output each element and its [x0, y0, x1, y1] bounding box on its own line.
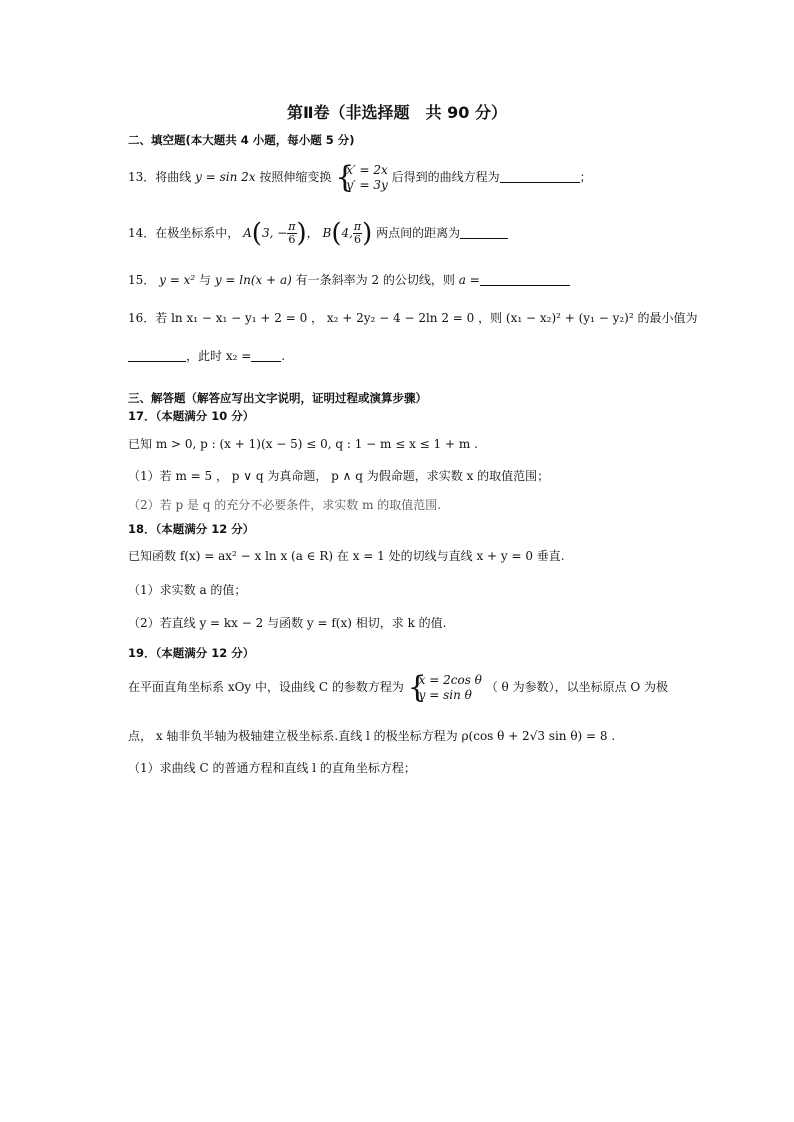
paren-open-icon: ( [331, 218, 342, 249]
q13-prefix: 13．将曲线 [128, 170, 192, 184]
question-14: 14．在极坐标系中， A(3, − $\frac{\pi}{6}$ )， B(4, $\frac{\pi}{6}$ ) 两点间的距离为 [128, 218, 508, 248]
q13-end: ； [579, 170, 592, 184]
q14-point-a-label: A [243, 226, 252, 240]
question-16-line-2 [128, 348, 285, 364]
paper-title: 第Ⅱ卷（非选择题 共 90 分） [287, 103, 507, 122]
q13-mid: 按照伸缩变换 [259, 170, 332, 184]
q15-answer-blank[interactable] [480, 273, 570, 286]
q14-point-a-fraction [287, 221, 296, 246]
question-16-line-1: 16．若 ln x₁ − x₁ − y₁ + 2 = 0 ， x₂ + 2y₂ − 4 − 2ln 2 = 0 ，则 (x₁ − x₂)² + (y₁ − y₂)² 的最小值为 [128, 311, 698, 325]
q18-part-2: （2）若直线 y = kx − 2 与函数 y = f(x) 相切，求 k 的值. [128, 616, 447, 630]
q17-part-1: （1）若 m = 5 ， p ∨ q 为真命题， p ∧ q 为假命题，求实数 x 的取值范围； [128, 469, 550, 483]
q14-prefix: 14．在极坐标系中， [128, 226, 240, 240]
q18-title: 18．（本题满分 12 分） [128, 522, 255, 536]
q15-expr-2: y = ln(x + a) [214, 273, 292, 287]
q17-stem: 已知 m > 0, p : (x + 1)(x − 5) ≤ 0, q : 1 − m ≤ x ≤ 1 + m . [128, 437, 478, 451]
q19-row-1: x = 2cos θ [418, 672, 482, 687]
q16-x2-blank[interactable] [251, 349, 281, 362]
q13-curve: y = sin 2x [195, 170, 256, 184]
six-denominator: 6 [288, 233, 296, 246]
fill-in-heading: 二、填空题(本大题共 4 小题，每小题 5 分) [128, 133, 355, 147]
q13-row-2: y′ = 3y [346, 177, 388, 192]
paren-close-icon: ) [296, 218, 307, 249]
q15-mid-2: 有一条斜率为 2 的公切线，则 [295, 273, 455, 287]
q19-stem-line-1 [128, 670, 668, 704]
q15-expr-1: y = x² [159, 273, 196, 287]
pi-numerator: π [288, 220, 296, 233]
q19-part-1: （1）求曲线 C 的普通方程和直线 l 的直角坐标方程； [128, 761, 416, 775]
paren-open-icon: ( [251, 218, 262, 249]
q14-point-b-first: 4, [341, 226, 353, 240]
answer-section-heading: 三、解答题（解答应写出文字说明，证明过程或演算步骤） [128, 391, 427, 405]
q14-point-b-label: B [322, 226, 332, 240]
q19-title: 19．（本题满分 12 分） [128, 646, 255, 660]
q14-point-a-first: 3, − [261, 226, 288, 240]
question-13 [128, 160, 592, 194]
q19-stem-a: 在平面直角坐标系 xOy 中，设曲线 C 的参数方程为 [128, 680, 404, 694]
q16-line2-end: . [281, 349, 286, 363]
q19-row-2: y = sin θ [418, 687, 472, 702]
left-brace-icon: { [407, 669, 427, 705]
q18-part-1: （1）求实数 a 的值； [128, 583, 247, 597]
q14-point-b-fraction [353, 221, 362, 246]
q14-suffix: 两点间的距离为 [376, 226, 461, 240]
q14-answer-blank[interactable] [460, 226, 508, 239]
q15-prefix: 15． [128, 273, 156, 287]
left-brace-icon: { [335, 159, 355, 195]
q13-transform-system [335, 159, 388, 195]
q17-part-2: （2）若 p 是 q 的充分不必要条件，求实数 m 的取值范围. [128, 498, 442, 512]
q19-stem-b: （ θ 为参数），以坐标原点 O 为极 [485, 680, 669, 694]
six-denominator: 6 [354, 233, 362, 246]
q18-stem: 已知函数 f(x) = ax² − x ln x (a ∈ R) 在 x = 1 处的切线与直线 x + y = 0 垂直. [128, 549, 565, 563]
q16-min-blank[interactable] [128, 349, 186, 362]
paren-close-icon: ) [362, 218, 373, 249]
q13-answer-blank[interactable] [500, 170, 580, 183]
q19-stem-line-2: 点， x 轴非负半轴为极轴建立极坐标系.直线 l 的极坐标方程为 ρ(cos θ + 2√3 sin θ) = 8 . [128, 729, 616, 743]
q16-line2-mid: ，此时 x₂ = [186, 349, 252, 363]
question-15 [128, 272, 570, 288]
q15-mid-1: 与 [198, 273, 211, 287]
q13-row-1: x′ = 2x [346, 162, 388, 177]
q15-a-eq: a = [458, 273, 480, 287]
q17-title: 17．（本题满分 10 分） [128, 409, 255, 423]
q13-suffix: 后得到的曲线方程为 [391, 170, 500, 184]
q19-parametric-system [407, 669, 482, 705]
pi-numerator: π [353, 220, 362, 233]
